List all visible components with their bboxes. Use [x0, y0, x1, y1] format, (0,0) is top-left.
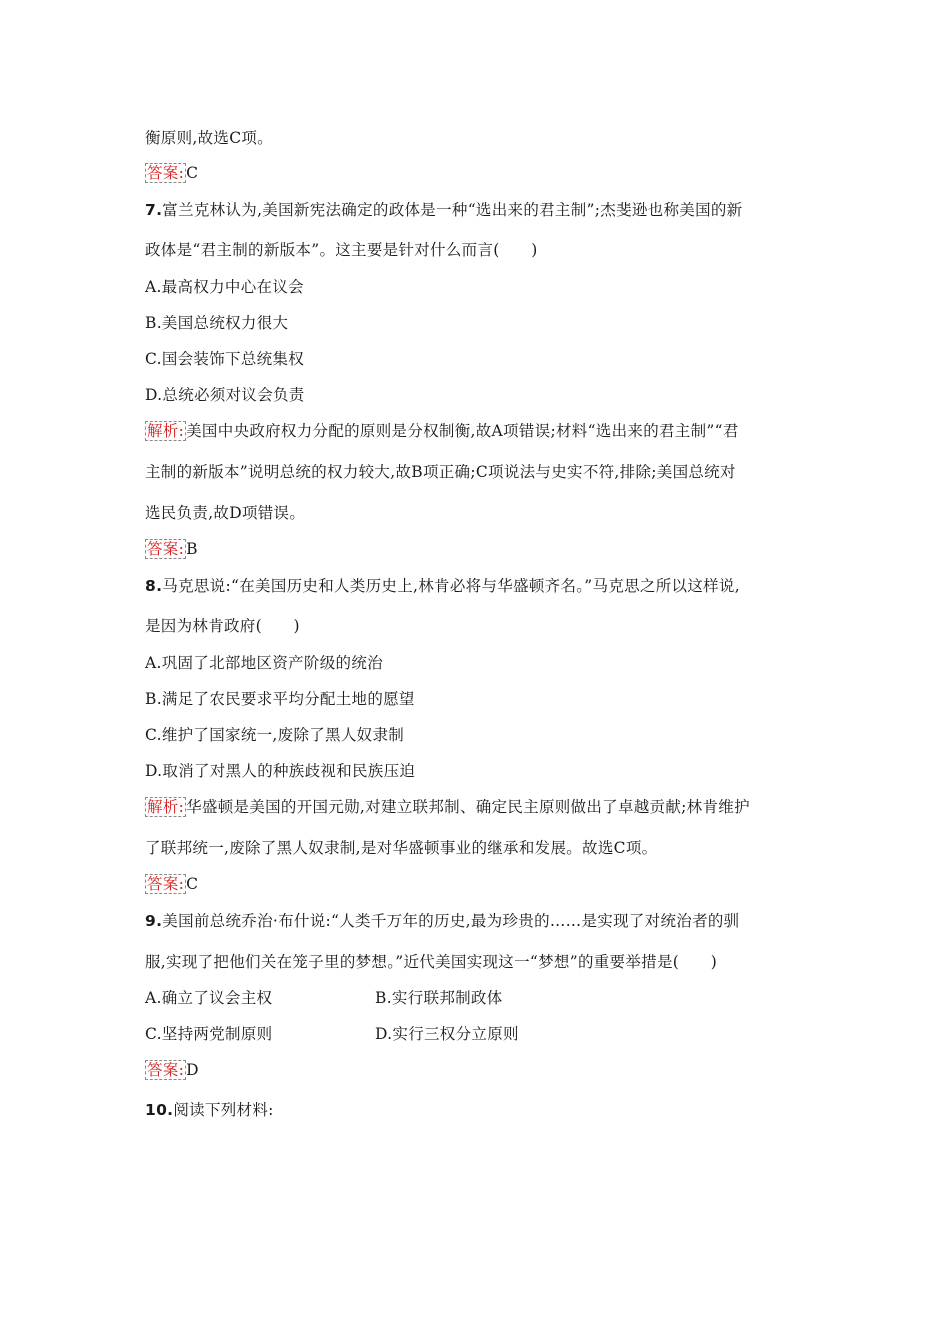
answer-value: C: [186, 875, 199, 893]
analysis-line-3: 选民负责,故D项错误。: [145, 504, 306, 522]
option-c: C.国会装饰下总统集权: [145, 350, 305, 368]
answer-tag: 答案:: [147, 1061, 185, 1079]
option-c: C.坚持两党制原则: [145, 1025, 273, 1043]
option-a: A.确立了议会主权: [145, 989, 273, 1007]
question-9-stem-line-1: [145, 911, 739, 931]
question-number: 10.: [145, 1101, 174, 1119]
analysis-text: 华盛顿是美国的开国元勋,对建立联邦制、确定民主原则做出了卓越贡献;林肯维护: [186, 798, 750, 816]
option-a: A.最高权力中心在议会: [145, 278, 304, 296]
answer-tag: 答案:: [147, 540, 185, 558]
answer-tag: 答案:: [147, 164, 185, 182]
analysis-line-1: [145, 421, 739, 441]
question-9-stem-line-2: 服,实现了把他们关在笼子里的梦想。”近代美国实现这一“梦想”的重要举措是( ): [145, 953, 718, 971]
question-10-stem: [145, 1100, 274, 1120]
question-number: 9.: [145, 912, 163, 930]
answer-value: D: [186, 1061, 199, 1079]
answer-row: [145, 1060, 199, 1080]
option-b: B.实行联邦制政体: [375, 989, 503, 1007]
question-text: 马克思说:“在美国历史和人类历史上,林肯必将与华盛顿齐名。”马克思之所以这样说,: [162, 577, 740, 595]
question-number: 7.: [145, 201, 163, 219]
answer-row: [145, 163, 198, 183]
analysis-line-2: 了联邦统一,废除了黑人奴隶制,是对华盛顿事业的继承和发展。故选C项。: [145, 839, 658, 857]
question-7-stem-line-2: 政体是“君主制的新版本”。这主要是针对什么而言( ): [145, 241, 538, 259]
question-text: 富兰克林认为,美国新宪法确定的政体是一种“选出来的君主制”;杰斐逊也称美国的新: [162, 201, 743, 219]
answer-value: C: [186, 164, 199, 182]
continuation-text: 衡原则,故选C项。: [145, 129, 273, 147]
option-b: B.满足了农民要求平均分配土地的愿望: [145, 690, 415, 708]
question-text: 美国前总统乔治·布什说:“人类千万年的历史,最为珍贵的……是实现了对统治者的驯: [162, 912, 740, 930]
answer-row: [145, 874, 198, 894]
option-row-ab: [145, 988, 272, 1008]
analysis-line-1: [145, 797, 750, 817]
question-number: 8.: [145, 577, 163, 595]
option-d: D.实行三权分立原则: [375, 1025, 519, 1043]
option-b: B.美国总统权力很大: [145, 314, 289, 332]
question-7-stem-line-1: [145, 200, 742, 220]
answer-value: B: [186, 540, 198, 558]
option-d: D.总统必须对议会负责: [145, 386, 305, 404]
question-text: 阅读下列材料:: [173, 1101, 274, 1119]
analysis-tag: 解析:: [147, 422, 185, 440]
question-8-stem-line-1: [145, 576, 740, 596]
answer-row: [145, 539, 198, 559]
option-a: A.巩固了北部地区资产阶级的统治: [145, 654, 383, 672]
option-c: C.维护了国家统一,废除了黑人奴隶制: [145, 726, 405, 744]
question-8-stem-line-2: 是因为林肯政府( ): [145, 617, 300, 635]
analysis-tag: 解析:: [147, 798, 185, 816]
answer-tag: 答案:: [147, 875, 185, 893]
analysis-text: 美国中央政府权力分配的原则是分权制衡,故A项错误;材料“选出来的君主制”“君: [186, 422, 739, 440]
option-d: D.取消了对黑人的种族歧视和民族压迫: [145, 762, 416, 780]
analysis-line-2: 主制的新版本”说明总统的权力较大,故B项正确;C项说法与史实不符,排除;美国总统对: [145, 463, 736, 481]
